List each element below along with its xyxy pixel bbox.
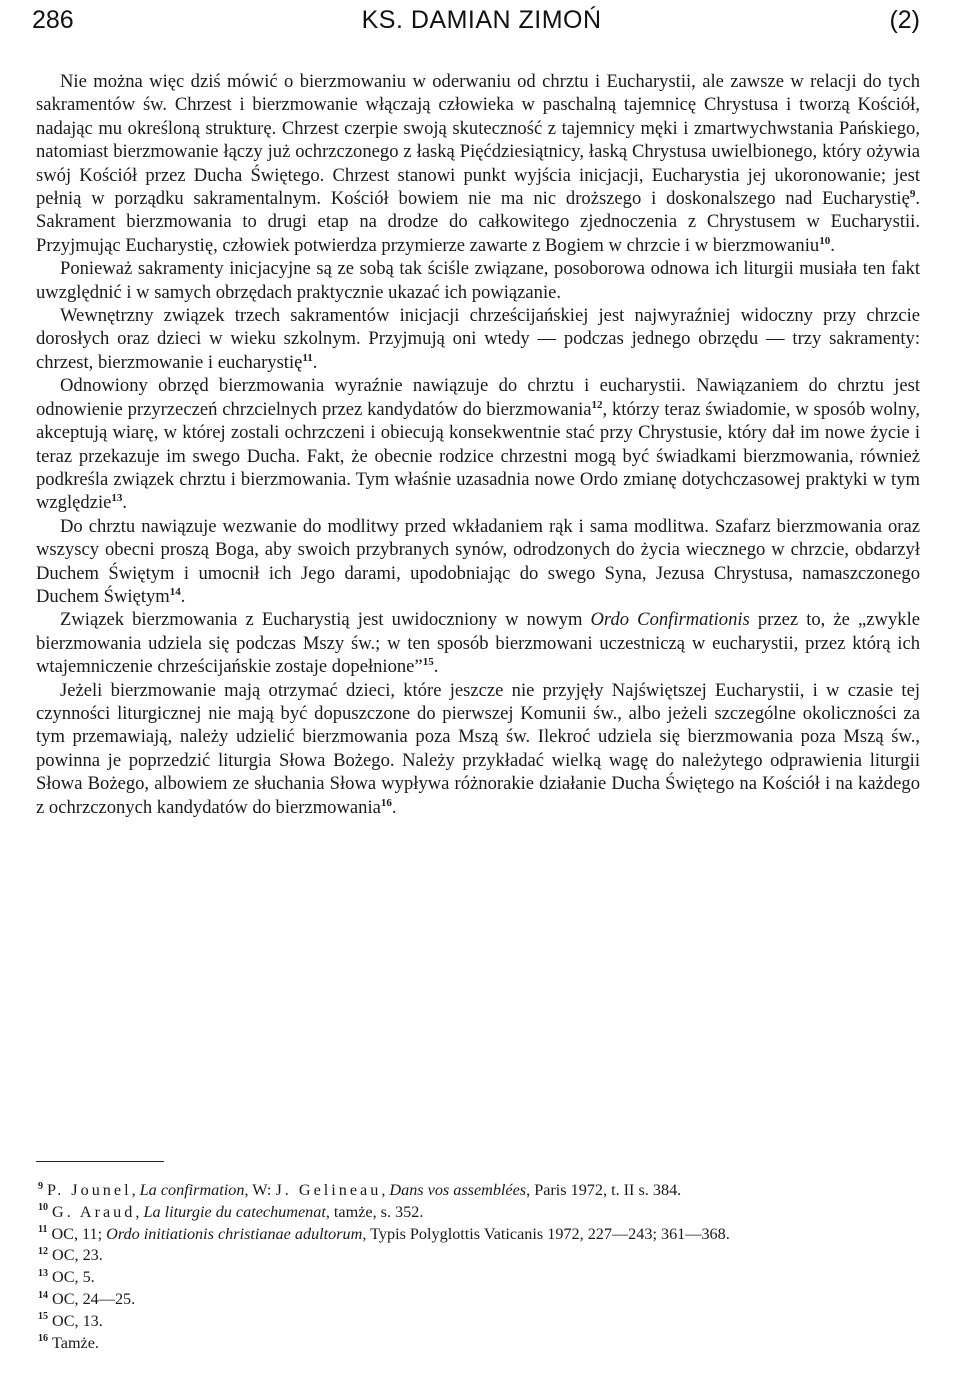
footnote: $^{10}$ G. Araud, La liturgie du catechumenat, tamże, s. 352. (38, 1202, 424, 1221)
footnote-divider (36, 1161, 164, 1162)
footnote-ref: 16 (380, 796, 392, 809)
page-header (32, 6, 920, 35)
footnotes (36, 1180, 920, 1354)
paragraph: Odnowiony obrzęd bierzmowania wyraźnie nawiązuje do chrztu i eucharystii. Nawiązaniem do chrztu jest odnowienie przyrzeczeń chrzcielnych przez kandydatów do bierzmowania$^{12}$, którzy teraz świadomie, w sposób wolny, akceptują wiarę, w której zostali ochrzczeni i obiecują konsekwentnie stać przy Chrystusie, który dał im nowe życie i teraz przekazuje im swego Ducha. Fakt, że obecnie rodzice chrzestni mogą być świadkami bierzmowania, również podkreśla związek chrztu i bierzmowania. Tym właśnie uzasadnia nowe Ordo zmianę dotychczasowej praktyki w tym względzie$^{13}$. (36, 375, 920, 514)
footnote-ref: 12 (591, 398, 603, 411)
section-number: (2) (889, 6, 920, 34)
footnote-ref: 9 (909, 187, 916, 200)
footnote: $^{15}$ OC, 13. (38, 1311, 103, 1330)
footnote: $^{12}$ OC, 23. (38, 1246, 103, 1265)
footnote-number: 14 (38, 1289, 48, 1301)
footnote: $^{14}$ OC, 24—25. (38, 1289, 136, 1308)
footnote-ref: 10 (819, 234, 831, 247)
author-name: G. Araud (52, 1202, 136, 1221)
paragraph: Do chrztu nawiązuje wezwanie do modlitwy przed wkładaniem rąk i sama modlitwa. Szafarz bierzmowania oraz wszyscy obecni proszą Boga, aby swoich przybranych synów, odrodzonych do życia wiecznego w chrzcie, obdarzył Duchem Świętym i umocnił ich Jego darami, upodobniając do swego Syna, Jezusa Chrystusa, namaszczonego Duchem Świętym$^{14}$. (36, 515, 920, 607)
footnote-number: 11 (38, 1224, 48, 1236)
footnote-number: 9 (38, 1180, 43, 1192)
italic-title: La liturgie du catechumenat (143, 1202, 326, 1221)
paragraph: Związek bierzmowania z Eucharystią jest uwidoczniony w nowym Ordo Confirmationis przez to, że „zwykle bierzmowania udziela się podczas Mszy św.; w ten sposób bierzmowani uczestniczą w eucharystii, przez którą ich wtajemniczenie chrześcijańskie zostaje dopełnione”$^{15}$. (36, 609, 920, 678)
author-name: P. Jounel (47, 1181, 132, 1199)
footnote-number: 13 (38, 1267, 48, 1279)
footnote: $^9$ P. Jounel, La confirmation, W: J. Gelineau, Dans vos assemblées, Paris 1972, t. II s. 384. (38, 1180, 682, 1199)
footnote: $^{13}$ OC, 5. (38, 1267, 95, 1287)
footnote-ref: 13 (111, 492, 123, 505)
paragraph: Ponieważ sakramenty inicjacyjne są ze sobą tak ściśle związane, posoborowa odnowa ich liturgii musiała ten fakt uwzględnić i w samych obrzędach praktycznie ukazać ich powiązanie. (36, 258, 920, 303)
italic-title: Dans vos assemblées (389, 1181, 527, 1199)
paragraph: Wewnętrzny związek trzech sakramentów inicjacji chrześcijańskiej jest najwyraźniej widoczny przy chrzcie dorosłych oraz dzieci w wieku szkolnym. Przyjmują oni wtedy — podczas jednego obrzędu — trzy sakramenty: chrzest, bierzmowanie i eucharystię$^{11}$. (36, 305, 920, 373)
footnote-number: 10 (38, 1202, 48, 1214)
paragraph: Nie można więc dziś mówić o bierzmowaniu w oderwaniu od chrztu i Eucharystii, ale zawsze w relacji do tych sakramentów św. Chrzest i bierzmowanie włączają człowieka w paschalną tajemnicę Chrystusa i tworzą Kościół, nadając mu określoną strukturę. Chrzest czerpie swoją skuteczność z tajemnicy męki i zmartwychwstania Pańskiego, natomiast bierzmowanie łączy już ochrzczonego z łaską Pięćdziesiątnicy, łaską Chrystusa uwielbionego, który ożywia swój Kościół przez Ducha Świętego. Chrzest stanowi punkt wyjścia inicjacji, Eucharystia jej ukoronowanie; jest pełnią w porządku sakramentalnym. Kościół bowiem nie ma nic droższego i doskonalszego nad Eucharystię$^9$. Sakrament bierzmowania to drugi etap na drodze do całkowitego zjednoczenia z Chrystusem w Eucharystii. Przyjmując Eucharystię, człowiek potwierdza przymierze zawarte z Bogiem w chrzcie i w bierzmowaniu$^{10}$. (36, 71, 920, 256)
paragraph: Jeżeli bierzmowanie mają otrzymać dzieci, które jeszcze nie przyjęły Najświętszej Eucharystii, i w czasie tej czynności liturgicznej nie mają być dopuszczone do pierwszej Komunii św., albo jeżeli szczególne okoliczności za tym przemawiają, należy udzielić bierzmowania poza Mszą św. Ilekroć udziela się bierzmowania poza Mszą św., powinna je poprzedzić liturgia Słowa Bożego. Należy przykładać wielką wagę do należytego odprawienia liturgii Słowa Bożego, albowiem ze słuchania Słowa wypływa różnorakie działanie Ducha Świętego na Kościół i na każdego z ochrzczonych kandydatów do bierzmowania$^{16}$. (36, 679, 920, 818)
footnote-number: 12 (38, 1246, 48, 1257)
author-name: J. Gelineau (275, 1181, 382, 1199)
footnote-ref: 14 (169, 585, 181, 598)
italic-title: Ordo Confirmationis (590, 609, 750, 631)
footnote-ref: 11 (302, 351, 313, 364)
footnote-ref: 15 (422, 655, 434, 668)
footnote-number: 15 (38, 1311, 48, 1323)
page-number: 286 (32, 6, 74, 34)
footnote-number: 16 (38, 1333, 48, 1345)
running-title: KS. DAMIAN ZIMOŃ (361, 6, 602, 34)
footnote: $^{16}$ Tamże. (38, 1333, 99, 1352)
body-text (36, 70, 920, 819)
footnote: $^{11}$ OC, 11; Ordo initiationis christianae adultorum, Typis Polyglottis Vaticanis 1972, 227—243; 361—368. (38, 1224, 730, 1243)
italic-title: La confirmation (139, 1181, 245, 1199)
italic-title: Ordo initiationis christianae adultorum (106, 1224, 363, 1243)
